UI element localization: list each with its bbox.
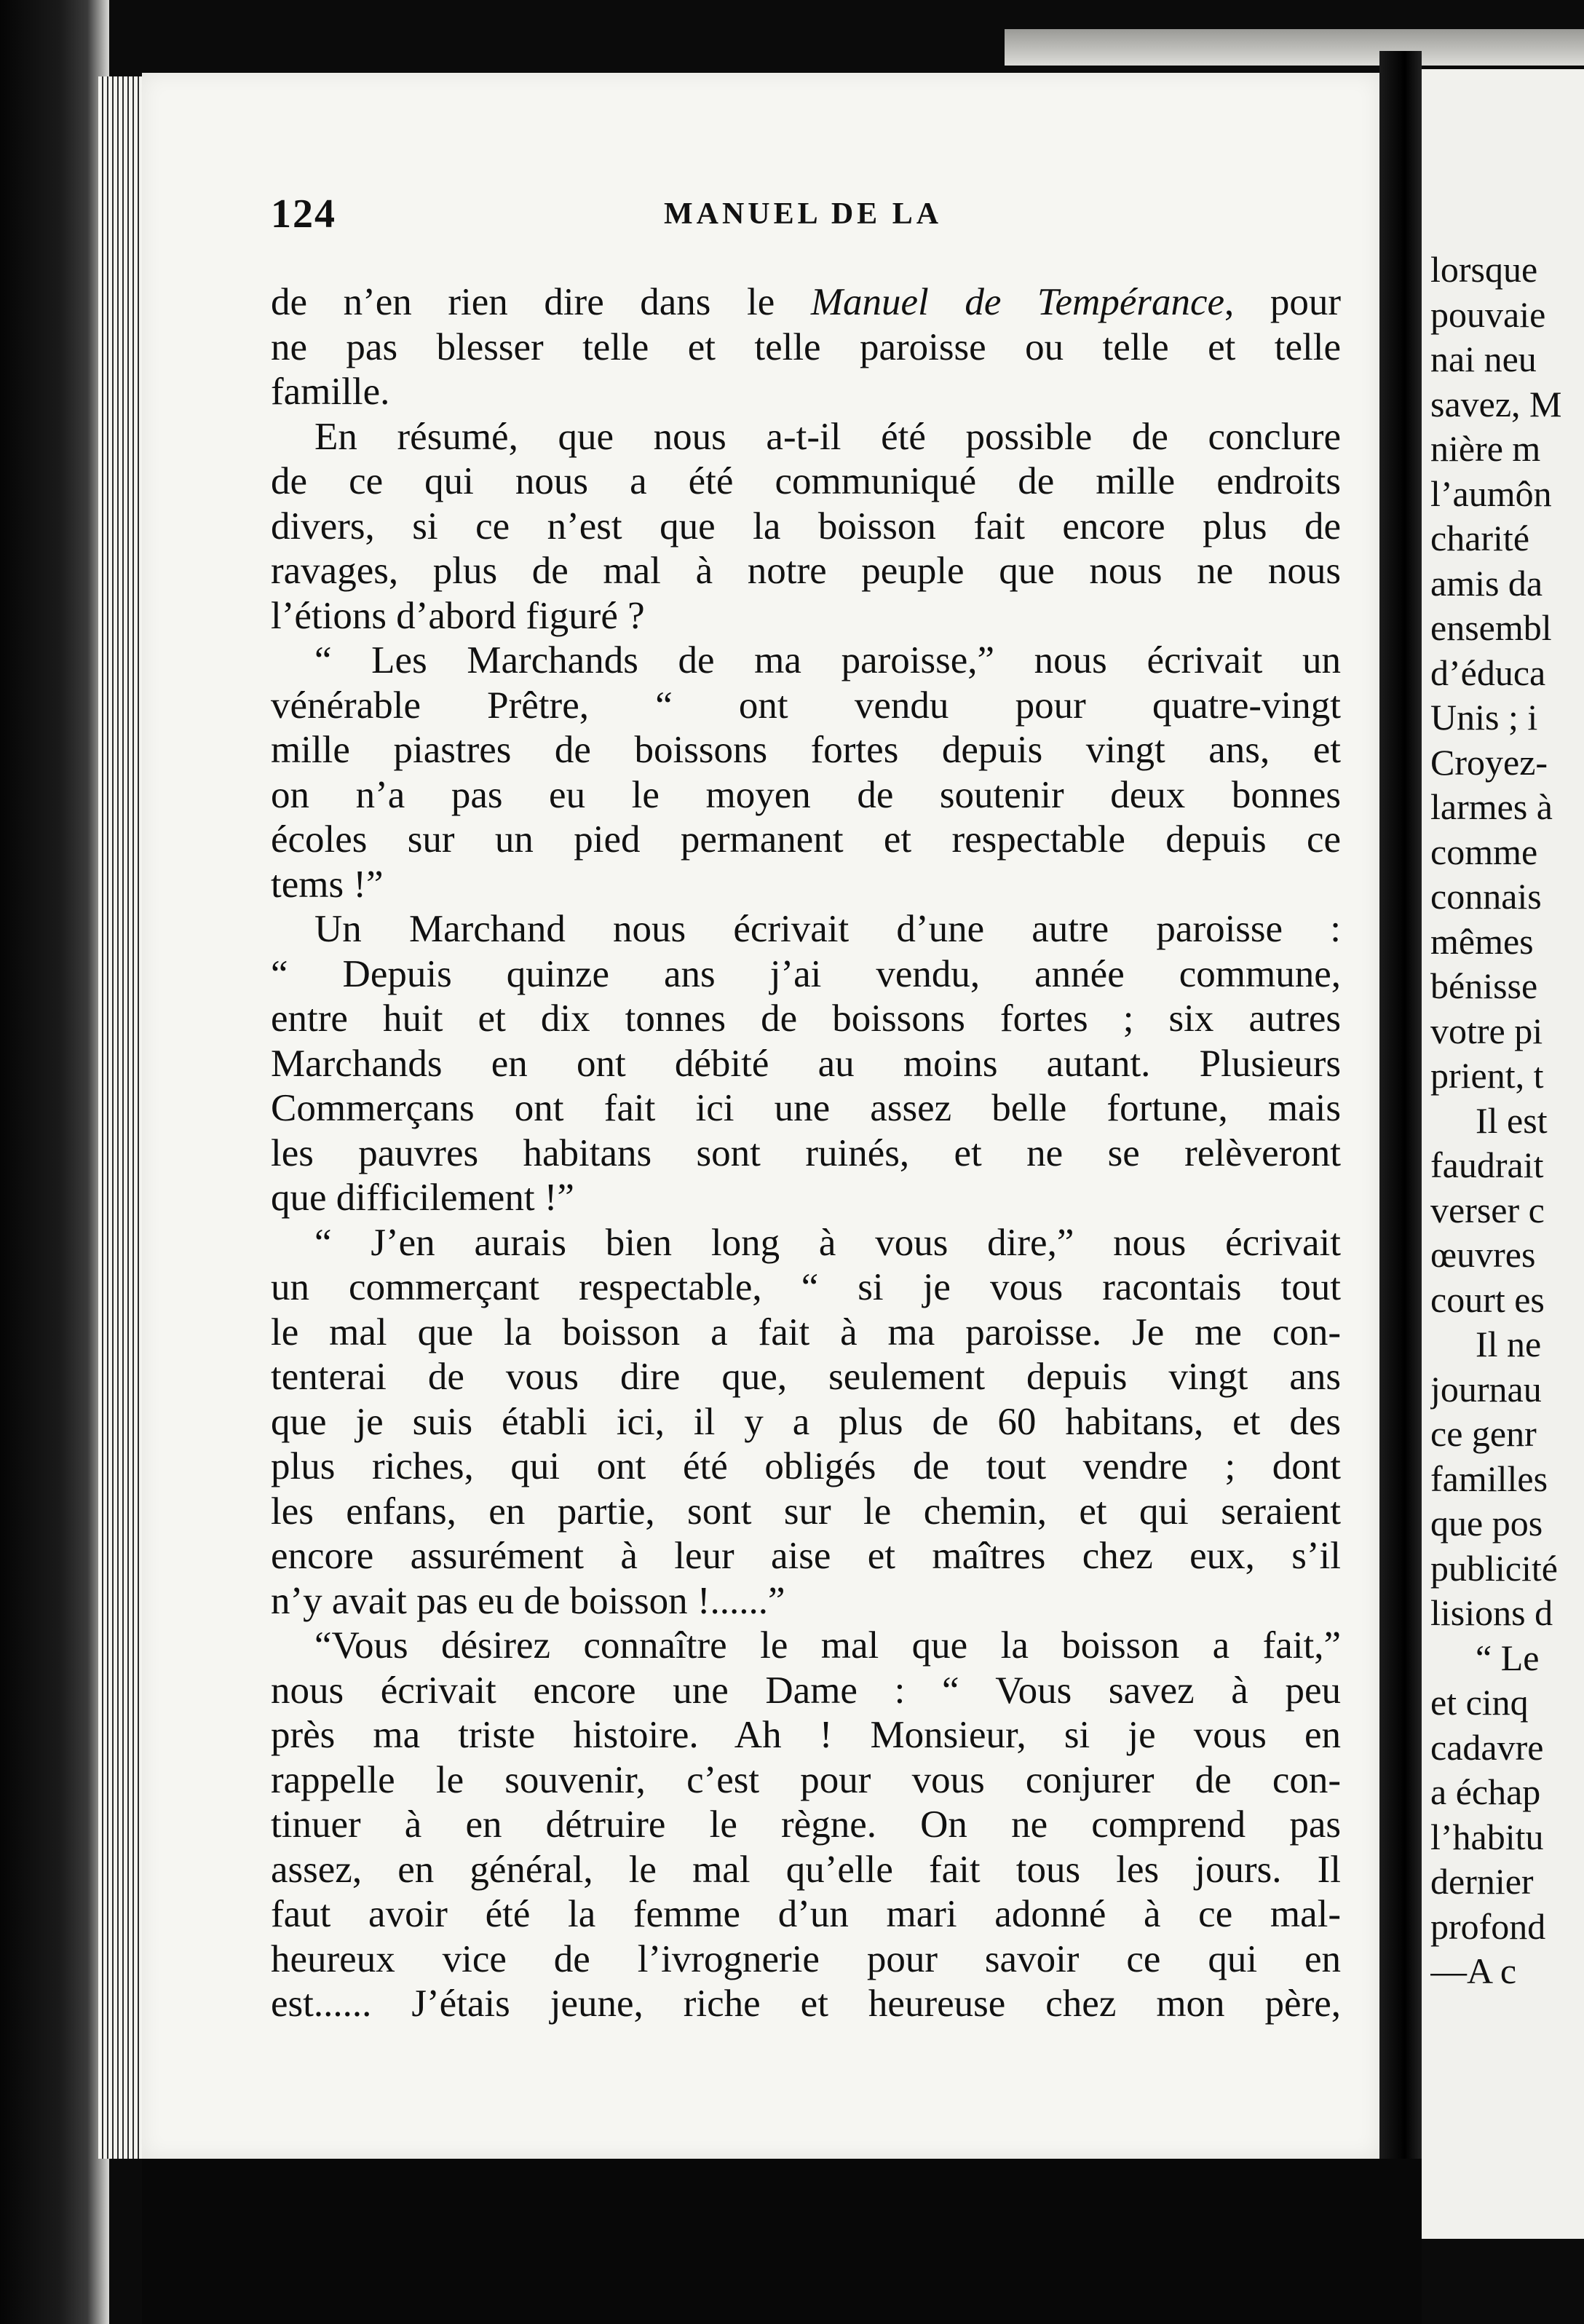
facing-text-line: bénisse xyxy=(1430,965,1538,1006)
text-line: ravages, plus de mal à notre peuple que nous ne nous xyxy=(271,550,1341,592)
text-line: Un Marchand nous écrivait d’une autre paroisse : xyxy=(314,908,1341,950)
facing-text-line: —A c xyxy=(1430,1951,1517,1991)
facing-text-line: amis da xyxy=(1430,562,1543,604)
text-line: heureux vice de l’ivrognerie pour savoir ce qui en xyxy=(271,1937,1341,1980)
text-line: “ J’en aurais bien long à vous dire,” nous écrivait xyxy=(314,1221,1341,1264)
facing-text-line: ce genr xyxy=(1430,1413,1537,1454)
facing-text-line: lisions d xyxy=(1430,1592,1553,1633)
text-line: que difficilement !” xyxy=(271,1177,574,1219)
text-line: n’y avait pas eu de boisson !......” xyxy=(271,1579,785,1622)
facing-text-line: d’éduca xyxy=(1430,652,1546,693)
facing-text-line: connais xyxy=(1430,876,1542,917)
facing-text-line: œuvres xyxy=(1430,1234,1536,1275)
facing-text-line: Croyez- xyxy=(1430,741,1548,783)
running-head xyxy=(271,191,1341,237)
facing-text-line: a échap xyxy=(1430,1771,1541,1812)
facing-text-line: verser c xyxy=(1430,1189,1545,1230)
facing-text-line: faudrait xyxy=(1430,1145,1544,1185)
facing-text-line: nière m xyxy=(1430,428,1541,469)
text-line: mille piastres de boissons fortes depuis vingt ans, et xyxy=(271,729,1341,771)
text-line: les enfans, en partie, sont sur le chemin, et qui seraient xyxy=(271,1490,1341,1533)
facing-text-line: comme xyxy=(1430,831,1538,872)
facing-text-line: Il est xyxy=(1476,1099,1548,1141)
text-line: rappelle le souvenir, c’est pour vous conjurer de con- xyxy=(271,1758,1341,1801)
facing-text-line: charité xyxy=(1430,518,1530,558)
facing-text-line: savez, M xyxy=(1430,383,1562,424)
text-line: faut avoir été la femme d’un mari adonné à ce mal- xyxy=(271,1893,1341,1935)
text-line: est...... J’étais jeune, riche et heureuse chez mon père, xyxy=(271,1983,1341,2025)
facing-page-text xyxy=(1430,248,1584,1994)
facing-text-line: nai neu xyxy=(1430,339,1537,379)
text-line: ne pas blesser telle et telle paroisse ou telle et telle xyxy=(271,325,1341,368)
text-line: tinuer à en détruire le règne. On ne comprend pas xyxy=(271,1803,1341,1846)
facing-text-line: l’aumôn xyxy=(1430,473,1552,514)
text-line: “Vous désirez connaître le mal que la boisson a fait,” xyxy=(314,1624,1341,1667)
text-line: tenterai de vous dire que, seulement depuis vingt ans xyxy=(271,1356,1341,1398)
text-line: En résumé, que nous a-t-il été possible de conclure xyxy=(314,415,1341,458)
facing-text-line: familles xyxy=(1430,1458,1548,1499)
italic-title: Manuel de Tempérance xyxy=(810,281,1225,323)
text-line: de ce qui nous a été communiqué de mille endroits xyxy=(271,460,1341,502)
facing-text-line: votre pi xyxy=(1430,1010,1543,1051)
text-line: un commerçant respectable, “ si je vous racontais tout xyxy=(271,1266,1341,1308)
facing-text-line: dernier xyxy=(1430,1861,1534,1902)
facing-text-line: mêmes xyxy=(1430,920,1534,962)
facing-text-line: larmes à xyxy=(1430,786,1553,827)
body-text xyxy=(271,280,1341,2027)
text-line: plus riches, qui ont été obligés de tout vendre ; dont xyxy=(271,1445,1341,1487)
facing-text-line: publicité xyxy=(1430,1547,1558,1589)
running-title: MANUEL DE LA xyxy=(664,197,943,231)
facing-text-line: que pos xyxy=(1430,1503,1543,1544)
facing-text-line: journau xyxy=(1430,1368,1542,1410)
facing-text-line: court es xyxy=(1430,1278,1545,1320)
text-line: entre huit et dix tonnes de boissons fortes ; six autres xyxy=(271,997,1341,1040)
text-line: Commerçans ont fait ici une assez belle fortune, mais xyxy=(271,1087,1341,1129)
text-line: nous écrivait encore une Dame : “ Vous savez à peu xyxy=(271,1669,1341,1712)
page-number: 124 xyxy=(271,191,336,237)
text-line: on n’a pas eu le moyen de soutenir deux bonnes xyxy=(271,773,1341,816)
text-run: , pour xyxy=(1224,281,1342,323)
text-line: que je suis établi ici, il y a plus de 60 habitans, et des xyxy=(271,1400,1341,1443)
text-line xyxy=(271,280,1341,325)
text-line: “ Depuis quinze ans j’ai vendu, année commune, xyxy=(271,952,1341,995)
text-line: tems !” xyxy=(271,863,384,906)
text-run: de n’en rien dire dans le xyxy=(271,281,811,323)
text-line: le mal que la boisson a fait à ma paroisse. Je me con- xyxy=(271,1311,1341,1353)
facing-text-line: Il ne xyxy=(1476,1324,1542,1364)
facing-text-line: prient, t xyxy=(1430,1055,1544,1096)
facing-text-line: profond xyxy=(1430,1905,1546,1947)
text-line: écoles sur un pied permanent et respectable depuis ce xyxy=(271,818,1341,861)
facing-text-line: l’habitu xyxy=(1430,1816,1544,1857)
facing-text-line: pouvaie xyxy=(1430,293,1546,335)
text-line: divers, si ce n’est que la boisson fait encore plus de xyxy=(271,505,1341,548)
text-line: les pauvres habitans sont ruinés, et ne se relèveront xyxy=(271,1131,1341,1174)
text-line: Marchands en ont débité au moins autant. Plusieurs xyxy=(271,1042,1341,1085)
facing-text-line: “ Le xyxy=(1476,1637,1540,1678)
text-line: encore assurément à leur aise et maîtres chez eux, s’il xyxy=(271,1535,1341,1577)
text-line: assez, en général, le mal qu’elle fait tous les jours. Il xyxy=(271,1848,1341,1891)
facing-text-line: ensembl xyxy=(1430,607,1552,648)
facing-page-top-edge xyxy=(1005,29,1584,66)
text-line: “ Les Marchands de ma paroisse,” nous écrivait un xyxy=(314,639,1341,681)
facing-text-line: cadavre xyxy=(1430,1726,1544,1768)
facing-text-line: et cinq xyxy=(1430,1682,1529,1723)
facing-text-line: Unis ; i xyxy=(1430,697,1538,738)
book-spine xyxy=(0,0,109,2324)
text-line: l’étions d’abord figuré ? xyxy=(271,594,645,637)
scan-background xyxy=(142,2159,1422,2324)
facing-text-line: lorsque xyxy=(1430,249,1538,290)
text-line: vénérable Prêtre, “ ont vendu pour quatre-vingt xyxy=(271,684,1341,727)
book-gutter xyxy=(1379,51,1422,2324)
text-line: près ma triste histoire. Ah ! Monsieur, si je vous en xyxy=(271,1714,1341,1756)
text-line: famille. xyxy=(271,371,390,413)
